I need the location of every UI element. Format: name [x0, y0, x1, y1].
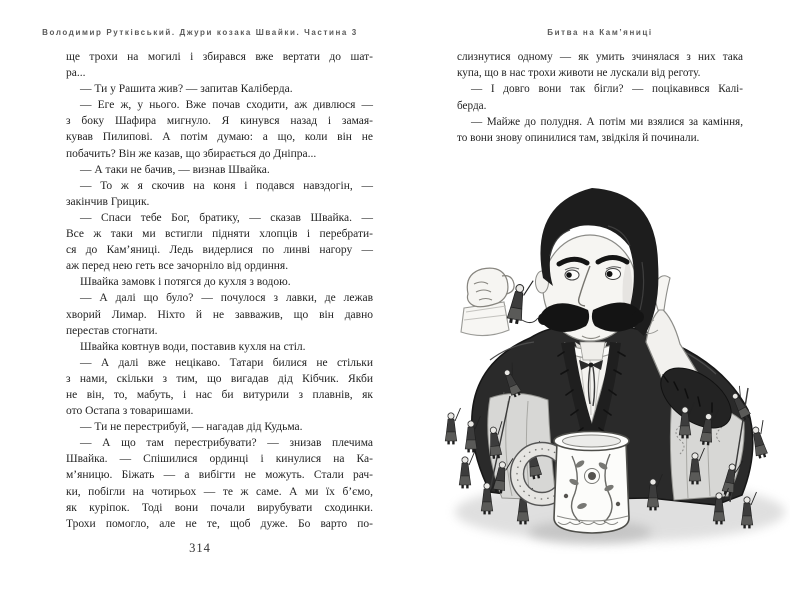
text-line: — То ж я скочив на коня і подався навздогін, —: [80, 179, 373, 192]
right-running-head: Битва на Кам’яниці: [547, 28, 653, 37]
text-line: ще трохи на могилі і збирався вже вертати до шат-: [66, 51, 373, 63]
text-line: — І довго вони так бігли? — поцікавився Калі-: [471, 83, 743, 96]
book-illustration: [430, 160, 790, 570]
text-line: Швайка. — Спішилися ординці і кинулися на Ка-: [66, 453, 373, 466]
text-line: — А що там перестрибувати? — знизав плечима: [80, 437, 373, 450]
text-line: слизнутися одному — як умить зчинялася з них така: [457, 51, 743, 63]
text-line: — Майже до полудня. А потім ми взялися за каміння,: [471, 115, 743, 128]
text-line: Швайка замовк і потягся до кухля з водою.: [80, 276, 291, 289]
text-line: з боку Шафира мигнуло. Я кинувся назад і замая-: [66, 115, 373, 128]
text-line: не він, то, мабуть, і нас би витурили з плавнів, як: [66, 388, 373, 401]
text-line: аж перед нею геть все зачорніло від ординня.: [66, 260, 289, 273]
text-line: ото Остапа з товаришами.: [66, 405, 194, 418]
left-page-text: [66, 49, 373, 532]
tiny-captive-figure: [506, 277, 533, 325]
text-line: м’яницю. Біжать — а вибігти не можуть. Стали рач-: [66, 469, 373, 482]
text-line: з нами, скільки з тим, що вигадав дід Кібчик. Якби: [66, 372, 373, 385]
text-line: берда.: [457, 99, 487, 112]
text-line: — Еге ж, у нього. Вже почав сходити, аж дивлюся —: [80, 99, 373, 112]
text-line: як куріпок. Тоді вони почали вирубувати сходинки.: [66, 501, 373, 514]
page-number: 314: [189, 541, 211, 555]
text-line: ки, побігли на чотирьох — те ж саме. А ми їх б’ємо,: [66, 485, 373, 498]
text-line: — Спаси тебе Бог, братику, — сказав Швайка. —: [80, 211, 373, 224]
text-line: — Ти у Рашита жив? — запитав Каліберда.: [80, 83, 293, 96]
text-line: Швайка ковтнув води, поставив кухля на стіл.: [80, 340, 306, 353]
text-line: — А далі що було? — почулося з лавки, де лежав: [80, 292, 373, 305]
text-line: Все ж таки ми встигли підняти хлопців і перебрати-: [66, 228, 373, 241]
text-line: — А далі вже нецікаво. Татари билися не стільки: [80, 356, 373, 369]
text-line: — Ти не перестрибуй, — нагадав дід Кудьма.: [80, 421, 303, 434]
text-line: купа, що в нас трохи животи не лускали від реготу.: [457, 67, 701, 80]
text-line: ра...: [66, 67, 86, 80]
text-line: ся до Кам’яниці. Ледь видерлися по линві нагору —: [66, 244, 373, 257]
text-line: то вони знову опинилися там, звідкіля й починали.: [457, 132, 700, 145]
text-line: кував Пилипові. А потім думаю: а що, коли він не: [66, 131, 373, 144]
fist-with-tiny-captive: [461, 268, 538, 335]
text-line: — А таки не бачив, — визнав Швайка.: [80, 163, 270, 176]
text-line: закінчив Грицик.: [66, 195, 150, 208]
text-line: хворий Лимар. Ніхто й не завважив, що він давно: [66, 308, 373, 321]
text-line: перестав стогнати.: [66, 324, 158, 337]
text-line: побачить? Він же казав, що збирається до Дніпра...: [66, 147, 317, 160]
right-page-text: [457, 49, 743, 146]
left-running-head: Володимир Рутківський. Джури козака Швайки. Частина 3: [42, 28, 358, 37]
text-line: Трохи помогло, але не те, щоб дуже. Бо варто по-: [66, 517, 373, 530]
